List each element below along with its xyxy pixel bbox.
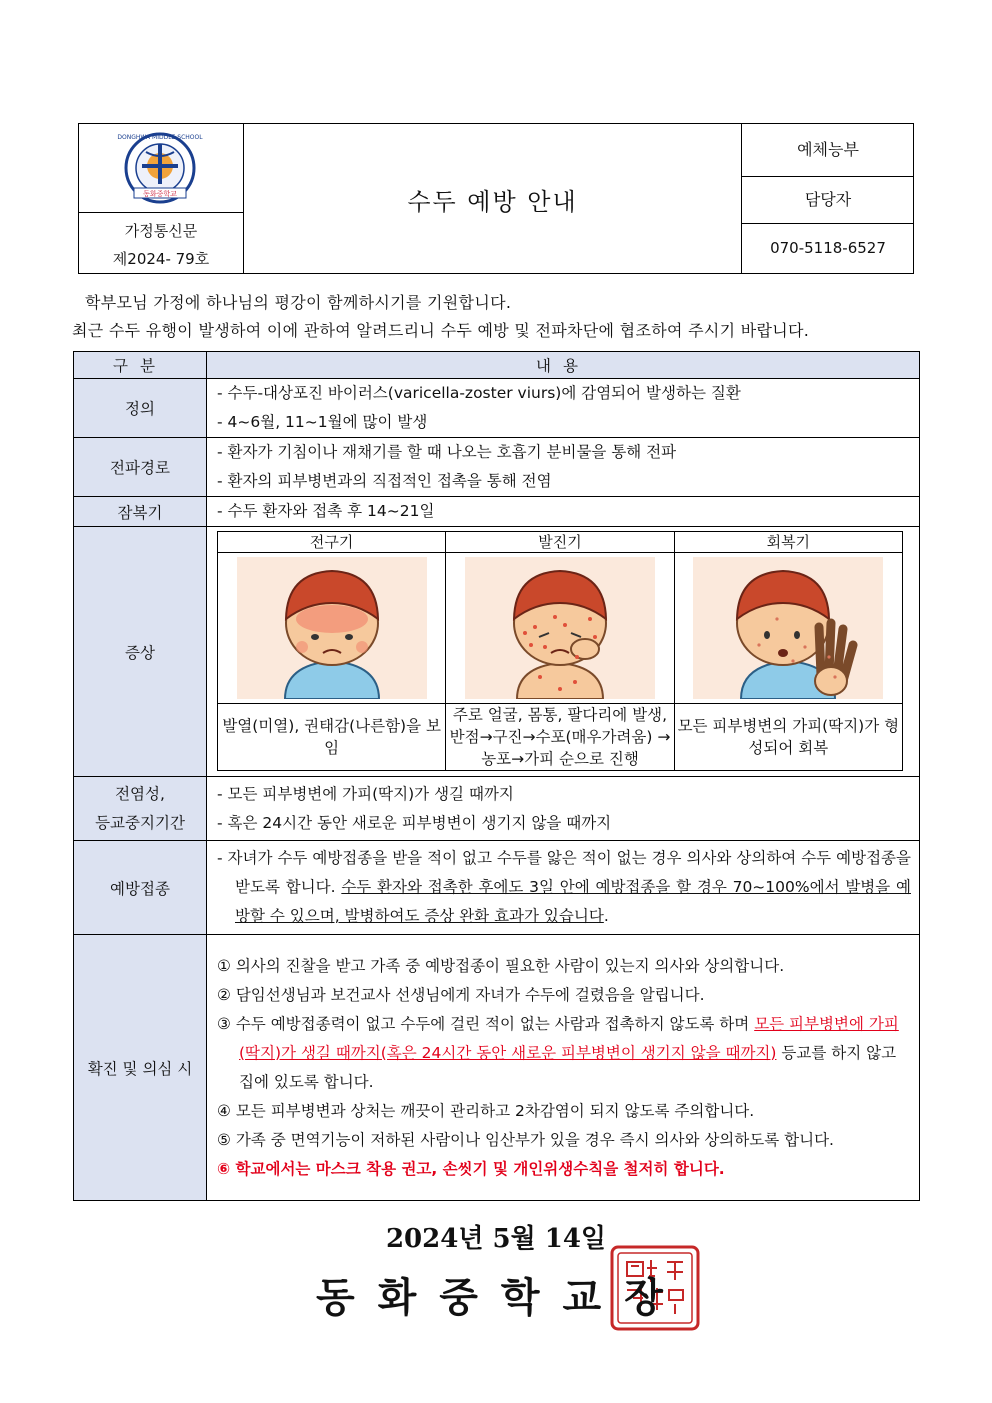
stage-image-eruption xyxy=(446,553,674,704)
suspected-item-3-end: 등교를 하지 않고 집에 있도록 합니다. xyxy=(239,1043,897,1091)
stage-caption-recovery: 모든 피부병변의 가피(딱지)가 형성되어 회복 xyxy=(674,704,902,771)
transmission-content xyxy=(207,438,920,497)
vaccination-underlined-text: 수두 환자와 접촉한 후에도 3일 안에 예방접종을 할 경우 70~100%에서 발병을 예방할 수 있으며, 발병하여도 증상 완화 효과가 있습니다 xyxy=(235,878,911,925)
newsletter-label: 가정통신문 xyxy=(124,222,198,240)
school-principal-signature: 동화중학교장 xyxy=(316,1274,686,1321)
stage-caption-eruption: 주로 얼굴, 몸통, 팔다리에 발생, 반점→구진→수포(매우가려움) →농포→가피 순으로 진행 xyxy=(446,704,674,771)
newsletter-header xyxy=(78,123,914,274)
col-header-content: 내용 xyxy=(207,352,920,379)
page-title: 수두 예방 안내 xyxy=(407,188,578,216)
contagion-line-2: - 혹은 24시간 동안 새로운 피부병변이 생기지 않을 때까지 xyxy=(217,813,612,832)
feverish-child-illustration xyxy=(237,557,427,699)
phone-number: 070-5118-6527 xyxy=(770,239,886,257)
logo-cell xyxy=(79,124,244,273)
stage-name-eruption: 발진기 xyxy=(446,532,674,553)
school-logo-kor: 동화중학교 xyxy=(143,190,177,198)
row-label-incubation: 잠복기 xyxy=(74,497,207,527)
row-label-symptoms: 증상 xyxy=(74,527,207,777)
suspected-content xyxy=(207,935,920,1201)
stage-image-recovery xyxy=(674,553,902,704)
suspected-item-4: ④ 모든 피부병변과 상처는 깨끗이 관리하고 2차감염이 되지 않도록 주의합니다. xyxy=(217,1101,755,1120)
issue-number: 제2024- 79호 xyxy=(112,250,210,268)
row-label-transmission: 전파경로 xyxy=(74,438,207,497)
transmission-line-1: - 환자가 기침이나 재채기를 할 때 나오는 호흡기 분비물을 통해 전파 xyxy=(217,443,677,461)
vaccination-text: - 자녀가 수두 예방접종을 받을 적이 없고 수두를 앓은 적이 없는 경우 의사와 상의하여 수두 예방접종을 받도록 합니다. xyxy=(217,849,911,896)
school-logo-text: DONGHWA MIDDLE SCHOOL xyxy=(117,134,203,141)
contagion-label-line-1: 전염성, xyxy=(115,784,165,803)
symptom-stages-table xyxy=(217,531,903,771)
suspected-item-5: ⑤ 가족 중 면역기능이 저하된 사람이나 임산부가 있을 경우 즉시 의사와 상의하도록 합니다. xyxy=(217,1130,834,1149)
definition-line-1: - 수두-대상포진 바이러스(varicella-zoster viurs)에 감염되어 발생하는 질환 xyxy=(217,384,741,402)
row-label-contagion xyxy=(74,777,207,841)
vaccination-text-end: . xyxy=(603,907,609,925)
stage-image-prodromal xyxy=(218,553,446,704)
suspected-item-3: ③ 수두 예방접종력이 없고 수두에 걸린 적이 없는 사람과 접촉하지 않도록 하며 xyxy=(217,1014,755,1033)
info-table xyxy=(73,351,920,1201)
recovering-child-illustration xyxy=(693,557,883,699)
person-label: 담당자 xyxy=(742,177,914,224)
incubation-line-1: - 수두 환자와 접촉 후 14~21일 xyxy=(207,497,920,527)
contagion-label-line-2: 등교중지기간 xyxy=(95,813,185,832)
suspected-item-6: ⑥ 학교에서는 마스크 착용 권고, 손씻기 및 개인위생수칙을 철저히 합니다. xyxy=(217,1159,725,1178)
definition-content xyxy=(207,379,920,438)
vaccination-content xyxy=(207,841,920,935)
issue-date: 2024년 5월 14일 xyxy=(385,1224,607,1254)
row-label-suspected: 확진 및 의심 시 xyxy=(74,935,207,1201)
row-label-definition: 정의 xyxy=(74,379,207,438)
school-logo-icon xyxy=(116,130,204,208)
col-header-category: 구분 xyxy=(74,352,207,379)
row-label-vaccination: 예방접종 xyxy=(74,841,207,935)
department: 예체능부 xyxy=(742,124,914,177)
stage-name-recovery: 회복기 xyxy=(674,532,902,553)
intro-line-1: 학부모님 가정에 하나님의 평강이 함께하시기를 기원합니다. xyxy=(85,293,512,312)
definition-line-2: - 4~6월, 11~1월에 많이 발생 xyxy=(217,413,428,431)
stage-caption-prodromal: 발열(미열), 권태감(나른함)을 보임 xyxy=(218,704,446,771)
transmission-line-2: - 환자의 피부병변과의 직접적인 접촉을 통해 전염 xyxy=(217,472,552,490)
contagion-line-1: - 모든 피부병변에 가피(딱지)가 생길 때까지 xyxy=(217,784,514,803)
suspected-item-1: ① 의사의 진찰을 받고 가족 중 예방접종이 필요한 사람이 있는지 의사와 상의합니다. xyxy=(217,956,785,975)
symptoms-content xyxy=(207,527,920,777)
contagion-content xyxy=(207,777,920,841)
contact-cell xyxy=(741,124,914,273)
suspected-item-3-emphasis: 모든 피부병변에 가피(딱지)가 생길 때까지(혹은 24시간 동안 새로운 피부병변이 생기지 않을 때까지) xyxy=(239,1014,899,1062)
rash-child-illustration xyxy=(465,557,655,699)
intro-line-2: 최근 수두 유행이 발생하여 이에 관하여 알려드리니 수두 예방 및 전파차단에 협조하여 주시기 바랍니다. xyxy=(72,321,810,340)
suspected-item-2: ② 담임선생님과 보건교사 선생님에게 자녀가 수두에 걸렸음을 알립니다. xyxy=(217,985,705,1004)
stage-name-prodromal: 전구기 xyxy=(218,532,446,553)
